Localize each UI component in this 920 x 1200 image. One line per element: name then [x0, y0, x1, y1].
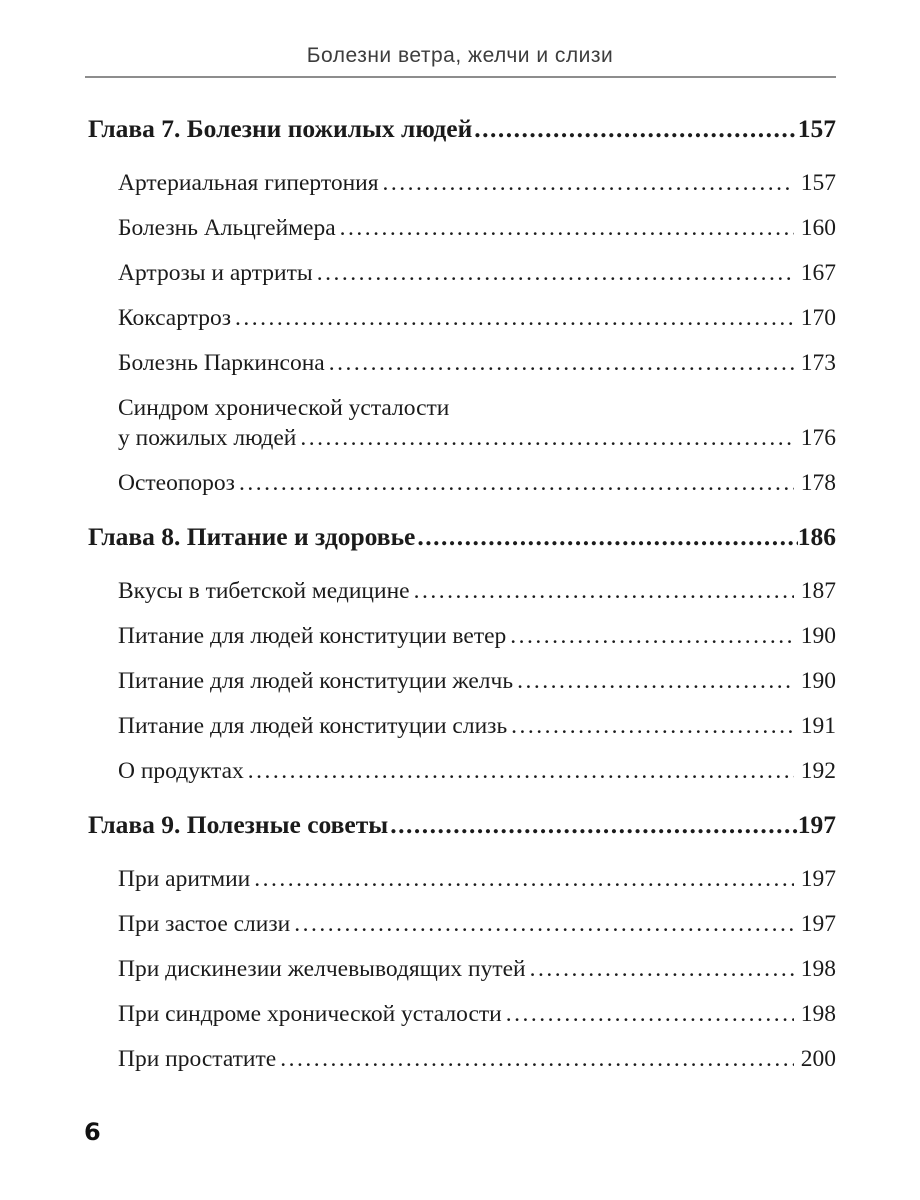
dot-leader	[417, 522, 797, 552]
toc-entry-multiline	[88, 393, 836, 453]
dot-leader	[239, 468, 794, 498]
toc-entry-page-number: 200	[800, 1046, 836, 1072]
toc-chapter-label: Глава 8. Питание и здоровье	[88, 522, 416, 551]
toc-entry	[88, 213, 836, 243]
dot-leader	[317, 258, 794, 288]
toc-entry-page-number: 190	[800, 668, 836, 694]
toc-entry-page-number: 160	[800, 215, 836, 241]
dot-leader	[280, 1044, 794, 1074]
dot-leader	[414, 576, 794, 606]
dot-leader	[511, 711, 794, 741]
dot-leader	[248, 756, 794, 786]
toc-chapter-label: Глава 7. Болезни пожилых людей	[88, 114, 473, 143]
toc-entry	[88, 576, 836, 606]
toc-chapter	[88, 522, 836, 552]
toc-entry-page-number: 176	[800, 425, 836, 451]
toc-entry	[88, 954, 836, 984]
toc-entry	[88, 909, 836, 939]
toc-entry-page-number: 170	[800, 305, 836, 331]
dot-leader	[340, 213, 794, 243]
toc-entry-page-number: 191	[800, 713, 836, 739]
toc-entry-page-number: 197	[800, 911, 836, 937]
toc-entry-page-number: 157	[800, 170, 836, 196]
toc-entry	[88, 168, 836, 198]
running-header: Болезни ветра, желчи и слизи	[306, 44, 614, 67]
toc-entry-page-number: 167	[800, 260, 836, 286]
dot-leader	[517, 666, 794, 696]
toc-entry	[88, 258, 836, 288]
toc-entry	[118, 423, 836, 453]
dot-leader	[383, 168, 794, 198]
toc-entry	[88, 756, 836, 786]
toc-chapter-page-number: 157	[797, 114, 836, 143]
table-of-contents	[88, 78, 836, 1089]
dot-leader	[506, 999, 794, 1029]
toc-entry-page-number: 178	[800, 470, 836, 496]
toc-chapter-label: Глава 9. Полезные советы	[88, 810, 389, 839]
toc-entry	[88, 864, 836, 894]
toc-entry-label: При дискинезии желчевыводящих путей	[118, 956, 526, 982]
toc-entry-page-number: 190	[800, 623, 836, 649]
toc-entry-page-number: 198	[800, 1001, 836, 1027]
dot-leader	[254, 864, 794, 894]
toc-entry	[88, 468, 836, 498]
toc-entry-label: При аритмии	[118, 866, 251, 892]
toc-entry-label: Вкусы в тибетской медицине	[118, 578, 410, 604]
toc-entry-page-number: 173	[800, 350, 836, 376]
toc-entry-label: Питание для людей конституции желчь	[118, 668, 514, 694]
toc-entry	[88, 711, 836, 741]
toc-entry-label: О продуктах	[118, 758, 244, 784]
toc-entry-label: Артериальная гипертония	[118, 170, 379, 196]
toc-entry-label: у пожилых людей	[118, 425, 297, 451]
dot-leader	[235, 303, 794, 333]
dot-leader	[300, 423, 793, 453]
dot-leader	[530, 954, 794, 984]
toc-entry-page-number: 198	[800, 956, 836, 982]
toc-chapter	[88, 810, 836, 840]
toc-entry	[88, 621, 836, 651]
toc-entry-label: При простатите	[118, 1046, 277, 1072]
toc-chapter-page-number: 186	[797, 522, 836, 551]
dot-leader	[329, 348, 794, 378]
toc-entry-label: При застое слизи	[118, 911, 291, 937]
toc-entry-label: Остеопороз	[118, 470, 235, 496]
toc-entry-label: Питание для людей конституции ветер	[118, 623, 507, 649]
dot-leader	[390, 810, 798, 840]
toc-entry-label: Болезнь Паркинсона	[118, 350, 325, 376]
dot-leader	[294, 909, 794, 939]
toc-entry	[88, 303, 836, 333]
footer-page-number: 6	[84, 1118, 101, 1146]
toc-entry-page-number: 192	[800, 758, 836, 784]
dot-leader	[474, 114, 797, 144]
toc-entry-page-number: 197	[800, 866, 836, 892]
toc-entry	[88, 999, 836, 1029]
toc-entry-label: При синдроме хронической усталости	[118, 1001, 502, 1027]
toc-entry	[88, 1044, 836, 1074]
toc-entry-label: Болезнь Альцгеймера	[118, 215, 336, 241]
toc-entry	[88, 666, 836, 696]
toc-entry	[88, 348, 836, 378]
toc-entry-label: Артрозы и артриты	[118, 260, 313, 286]
toc-entry-label: Коксартроз	[118, 305, 232, 331]
dot-leader	[510, 621, 793, 651]
toc-entry-label: Питание для людей конституции слизь	[118, 713, 508, 739]
toc-entry-label-line1: Синдром хронической усталости	[118, 395, 450, 421]
toc-entry-page-number: 187	[800, 578, 836, 604]
toc-chapter	[88, 114, 836, 144]
toc-chapter-page-number: 197	[797, 810, 836, 839]
